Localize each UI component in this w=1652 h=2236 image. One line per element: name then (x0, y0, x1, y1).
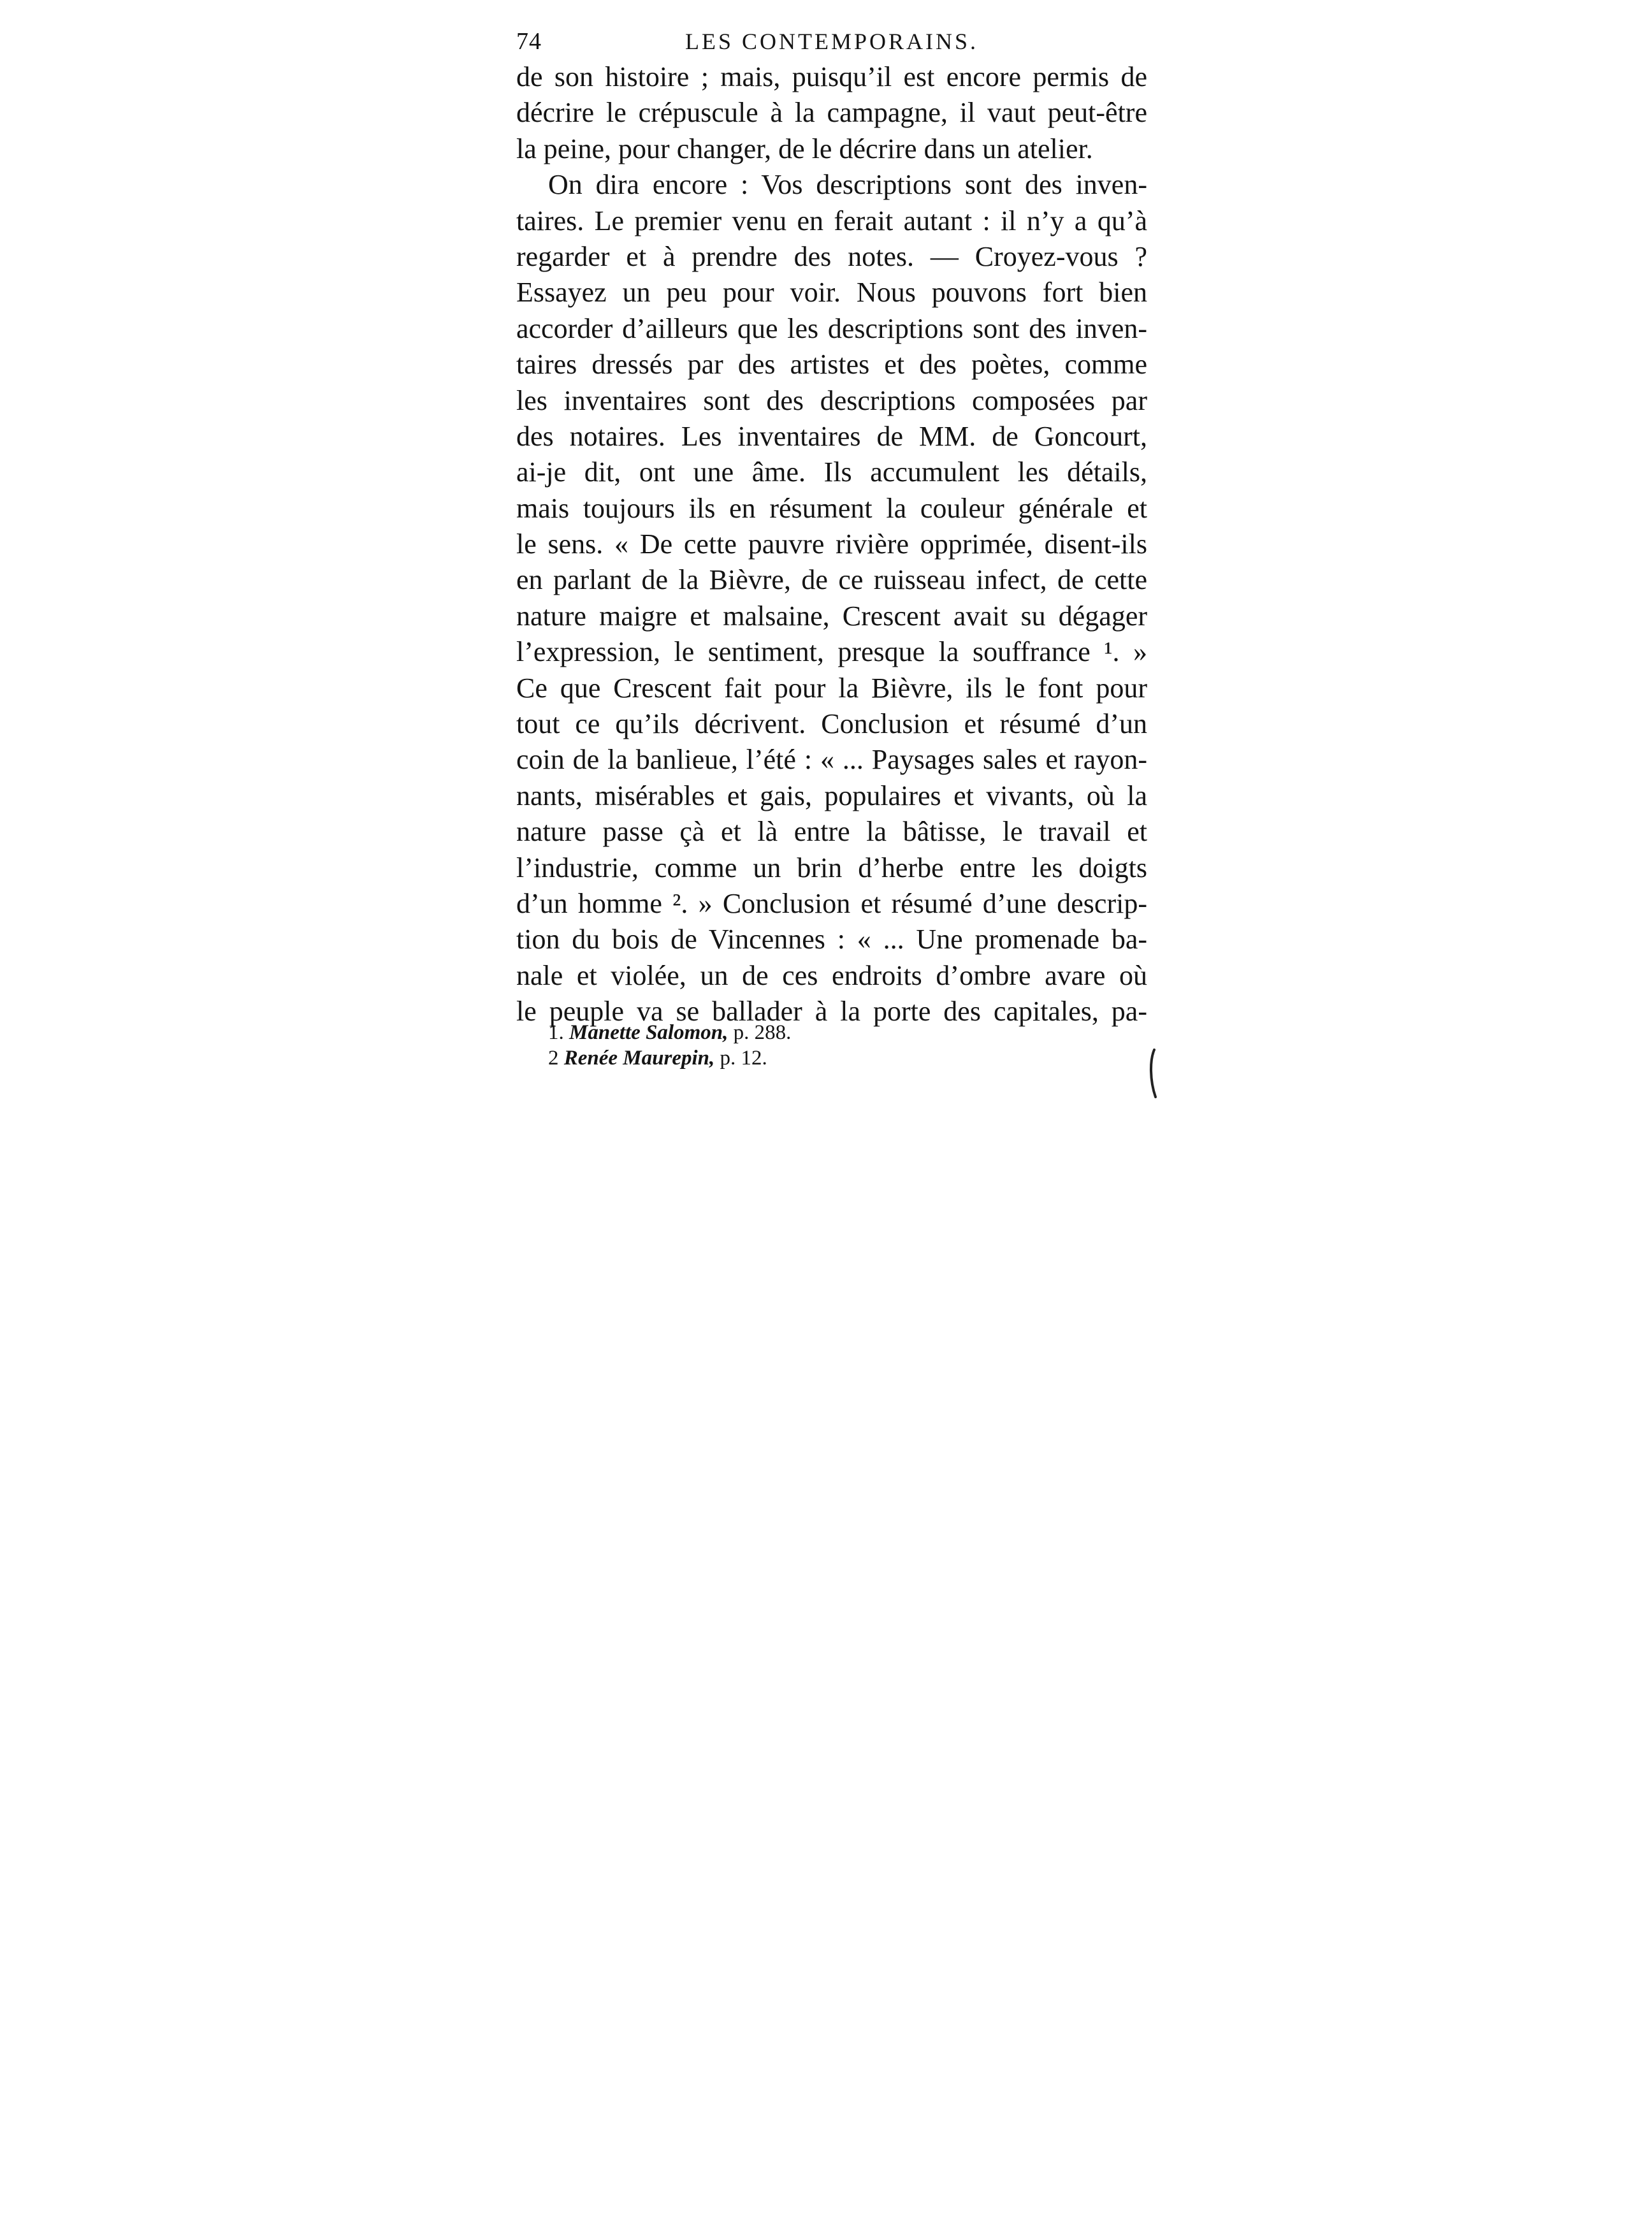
footnote-1 (548, 1020, 1122, 1045)
text-line: ai-je dit, ont une âme. Ils accumulent les détails, (516, 456, 1147, 488)
text-line: l’industrie, comme un brin d’herbe entre les doigts (516, 852, 1147, 883)
text-line: regarder et à prendre des notes. — Croyez-vous ? (516, 240, 1147, 272)
text-line: décrire le crépuscule à la campagne, il vaut peut-être (516, 97, 1147, 129)
footnote-2 (548, 1045, 1122, 1071)
text-line: Ce que Crescent fait pour la Bièvre, ils le font pour (516, 672, 1147, 704)
footnote-marker: 2 (548, 1047, 559, 1070)
text-line: l’expression, le sentiment, presque la souffrance ¹. » (516, 636, 1147, 668)
text-line: la peine, pour changer, de le décrire dans un atelier. (516, 133, 1093, 164)
text-line: tion du bois de Vincennes : « ... Une promenade ba- (516, 924, 1147, 955)
text-line: de son histoire ; mais, puisqu’il est encore permis de (516, 61, 1147, 92)
text-line: tout ce qu’ils décrivent. Conclusion et résumé d’un (516, 708, 1147, 740)
text-line: nature maigre et malsaine, Crescent avait su dégager (516, 600, 1147, 632)
text-line: taires. Le premier venu en ferait autant : il n’y a qu’à (516, 205, 1147, 236)
footnote-page-ref: p. 12. (720, 1047, 767, 1070)
text-line: Essayez un peu pour voir. Nous pouvons fort bien (516, 277, 1147, 309)
running-title: LES CONTEMPORAINS. (685, 29, 979, 54)
text-line: taires dressés par des artistes et des poètes, comme (516, 349, 1147, 381)
footnote-title: Renée Maurepin, (563, 1047, 715, 1070)
footnotes (548, 1020, 1122, 1071)
text-line: mais toujours ils en résument la couleur générale et (516, 492, 1147, 524)
text-line: nature passe çà et là entre la bâtisse, le travail et (516, 816, 1147, 848)
text-line: le sens. « De cette pauvre rivière opprimée, disent-ils (516, 528, 1147, 560)
text-line: des notaires. Les inventaires de MM. de Goncourt, (516, 420, 1147, 452)
text-line: nants, misérables et gais, populaires et vivants, où la (516, 780, 1147, 811)
text-line: coin de la banlieue, l’été : « ... Paysages sales et rayon- (516, 744, 1147, 776)
footnote-marker: 1. (548, 1021, 564, 1044)
text-line: les inventaires sont des descriptions composées par (516, 384, 1147, 416)
paragraph-start-line: On dira encore : Vos descriptions sont des inven- (548, 169, 1147, 201)
text-line: d’un homme ². » Conclusion et résumé d’une descrip- (516, 887, 1147, 919)
margin-bracket-mark (1147, 1049, 1157, 1098)
running-head (516, 19, 1147, 64)
text-line: nale et violée, un de ces endroits d’ombre avare où (516, 959, 1147, 991)
page-number: 74 (516, 28, 542, 55)
text-line: accorder d’ailleurs que les descriptions sont des inven- (516, 312, 1147, 344)
body-text (516, 59, 1147, 1030)
text-line: en parlant de la Bièvre, de ce ruisseau infect, de cette (516, 564, 1147, 596)
footnote-title: Manette Salomon, (569, 1021, 728, 1044)
text-line: le peuple va se ballader à la porte des capitales, pa- (516, 996, 1147, 1027)
footnote-page-ref: p. 288. (733, 1021, 792, 1044)
